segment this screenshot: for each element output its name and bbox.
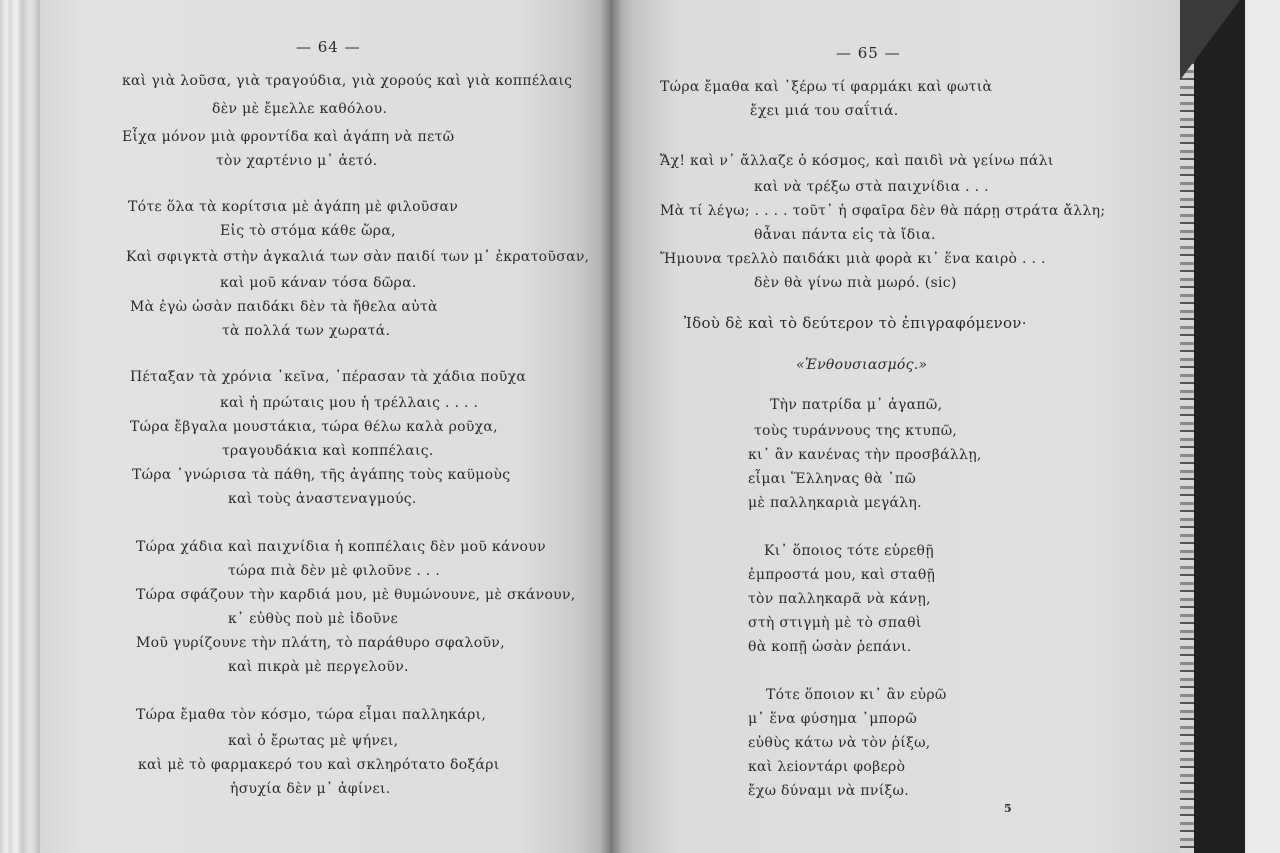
right-line-2: ἔχει μιά του σαΐτιά. — [750, 103, 899, 119]
left-line-10: τὰ πολλά των χωρατά. — [222, 323, 391, 339]
right-page-number: — 65 — — [836, 44, 901, 62]
poem-line-2: τοὺς τυράννους της κτυπῶ, — [754, 423, 958, 439]
poem-line-15: ἔχω δύναμι νὰ πνίξω. — [748, 783, 909, 799]
poem-line-6: Κι᾽ ὅποιος τότε εὑρεθῇ — [764, 543, 934, 559]
section-heading: Ἰδοὺ δὲ καὶ τὸ δεύτερον τὸ ἐπιγραφόμενον· — [684, 314, 1027, 332]
right-line-8: δὲν θὰ γίνω πιὰ μωρό. (sic) — [754, 275, 957, 291]
left-line-20: κ᾽ εὐθὺς ποὺ μὲ ἰδοῦνε — [228, 611, 399, 627]
left-line-15: Τώρα ᾽γνώρισα τὰ πάθη, τῆς ἀγάπης τοὺς καϋμοὺς — [132, 467, 511, 483]
background-strip — [1245, 0, 1280, 853]
poem-line-12: μ᾽ ἕνα φύσημα ᾽μπορῶ — [748, 711, 918, 727]
cover-corner — [1180, 0, 1240, 80]
left-line-21: Μοῦ γυρίζουνε τὴν πλάτη, τὸ παράθυρο σφαλοῦν, — [136, 635, 505, 651]
poem-line-13: εὐθὺς κάτω νὰ τὸν ῥίξω, — [748, 735, 931, 751]
left-line-14: τραγουδάκια καὶ κοππέλαις. — [222, 443, 434, 459]
left-line-18: τώρα πιὰ δὲν μὲ φιλοῦνε . . . — [228, 563, 441, 579]
left-line-26: ἡσυχία δὲν μ᾽ ἀφίνει. — [230, 781, 391, 797]
left-page-number: — 64 — — [296, 38, 361, 56]
left-line-22: καὶ πικρὰ μὲ περγελοῦν. — [228, 659, 409, 675]
right-line-4: καὶ νὰ τρέξω στὰ παιχνίδια . . . — [754, 179, 989, 195]
poem-line-9: στὴ στιγμὴ μὲ τὸ σπαθὶ — [748, 615, 922, 631]
left-line-25: καὶ μὲ τὸ φαρμακερό του καὶ σκληρότατο δοξάρι — [138, 757, 500, 773]
right-page — [610, 0, 1185, 853]
poem-line-10: θὰ κοπῇ ὡσὰν ῥεπάνι. — [748, 639, 912, 655]
right-page-stack-edge — [1180, 0, 1194, 853]
right-line-3: Ἄχ! καὶ ν᾽ ἄλλαζε ὁ κόσμος, καὶ παιδὶ νὰ γείνω πάλι — [660, 153, 1054, 169]
left-line-6: Εἰς τὸ στόμα κάθε ὥρα, — [220, 223, 396, 239]
poem-line-11: Τότε ὅποιον κι᾽ ἂν εὑρῶ — [766, 687, 947, 703]
left-page — [40, 0, 610, 853]
poem-line-8: τὸν παλληκαρᾶ νὰ κάνῃ, — [748, 591, 931, 607]
left-line-3: Εἶχα μόνον μιὰ φροντίδα καὶ ἀγάπη νὰ πετῶ — [122, 129, 455, 145]
poem-line-3: κι᾽ ἂν κανένας τὴν προσβάλλῃ, — [748, 447, 982, 463]
left-line-24: καὶ ὁ ἔρωτας μὲ ψήνει, — [228, 733, 399, 749]
left-line-1: καὶ γιὰ λοῦσα, γιὰ τραγούδια, γιὰ χορούς καὶ γιὰ κοππέλαις — [122, 73, 573, 89]
left-line-9: Μὰ ἐγὼ ὡσὰν παιδάκι δὲν τὰ ἤθελα αὐτὰ — [130, 299, 438, 315]
poem-line-1: Τὴν πατρίδα μ᾽ ἀγαπῶ, — [770, 397, 943, 413]
left-line-2: δὲν μὲ ἔμελλε καθόλου. — [212, 101, 388, 117]
left-line-19: Τώρα σφάζουν τὴν καρδιά μου, μὲ θυμώνουνε, μὲ σκάνουν, — [136, 587, 576, 603]
left-line-7: Καὶ σφιγκτὰ στὴν ἀγκαλιά των σὰν παιδί των μ᾽ ἐκρατοῦσαν, — [126, 249, 590, 265]
left-line-4: τὸν χαρτένιο μ᾽ ἀετό. — [216, 153, 378, 169]
left-line-11: Πέταξαν τὰ χρόνια ᾽κεῖνα, ᾽πέρασαν τὰ χάδια ποῦχα — [130, 369, 527, 385]
poem-title: «Ἐνθουσιασμός.» — [796, 357, 928, 373]
left-line-13: Τώρα ἔβγαλα μουστάκια, τώρα θέλω καλὰ ροῦχα, — [130, 419, 498, 435]
poem-line-4: εἶμαι Ἕλληνας θὰ ᾽πῶ — [748, 471, 917, 487]
poem-line-7: ἐμπροστά μου, καὶ σταθῇ — [748, 567, 936, 583]
poem-line-5: μὲ παλληκαριὰ μεγάλη. — [748, 495, 922, 511]
book-gutter — [600, 0, 622, 853]
right-line-7: Ἤμουνα τρελλὸ παιδάκι μιὰ φορὰ κι᾽ ἕνα καιρὸ . . . — [660, 251, 1046, 267]
book-cover-right — [1180, 0, 1280, 853]
right-line-5: Μὰ τί λέγω; . . . . τοῦτ᾽ ἡ σφαῖρα δὲν θὰ πάρῃ στράτα ἄλλη; — [660, 203, 1106, 219]
poem-line-14: καὶ λεiοντάρι φοβερὸ — [748, 759, 906, 775]
left-line-8: καὶ μοῦ κάναν τόσα δῶρα. — [220, 275, 417, 291]
signature-mark: 5 — [1004, 802, 1012, 815]
left-line-12: καὶ ἡ πρώταις μου ἡ τρέλλαις . . . . — [220, 395, 479, 411]
left-line-23: Τώρα ἔμαθα τὸν κόσμο, τώρα εἶμαι παλληκάρι, — [136, 707, 487, 723]
left-line-17: Τώρα χάδια καὶ παιχνίδια ἡ κοππέλαις δὲν μοῦ κάνουν — [136, 539, 546, 555]
left-line-16: καὶ τοὺς ἀναστεναγμούς. — [228, 491, 417, 507]
right-line-1: Τώρα ἔμαθα καὶ ᾽ξέρω τί φαρμάκι καὶ φωτιὰ — [660, 79, 993, 95]
right-line-6: θἆναι πάντα εἰς τὰ ἴδια. — [754, 227, 936, 243]
left-line-5: Τότε ὅλα τὰ κορίτσια μὲ ἀγάπη μὲ φιλοῦσαν — [128, 199, 459, 215]
